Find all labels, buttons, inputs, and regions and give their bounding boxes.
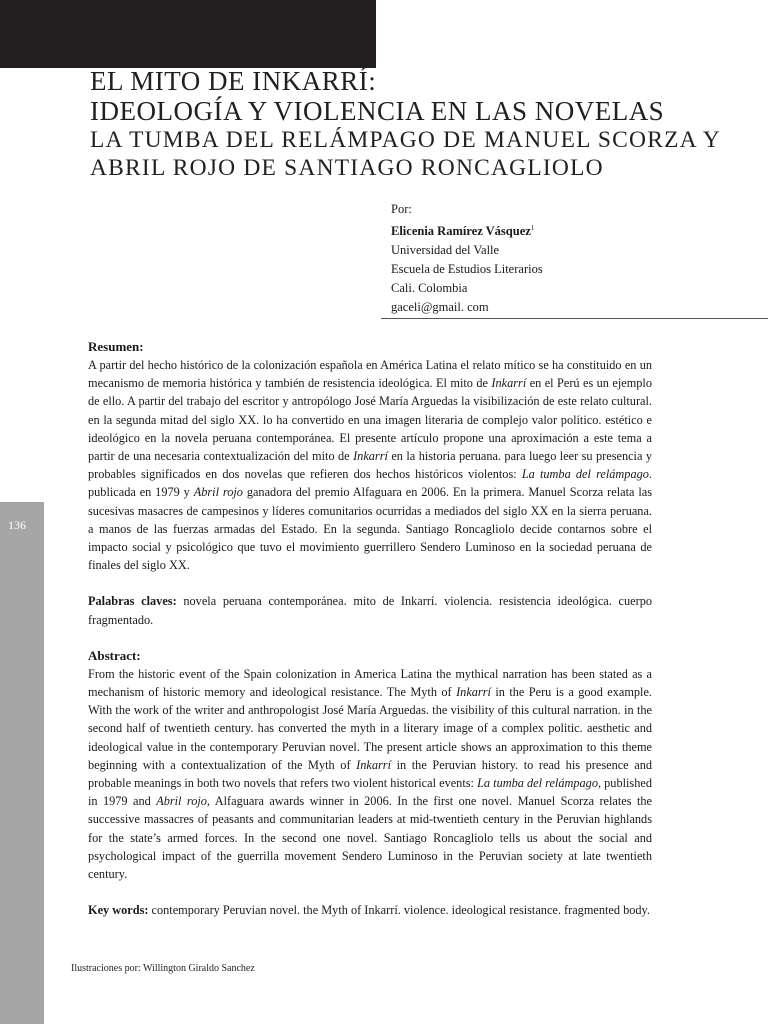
palabras-label: Palabras claves: (88, 594, 177, 609)
abstract-heading: Abstract: (88, 647, 141, 663)
author-footnote-mark: 1 (530, 224, 535, 232)
author-city: Cali. Colombia (391, 281, 468, 296)
page-number: 136 (8, 518, 26, 532)
author-name-line (391, 219, 543, 241)
author-name: Elicenia Ramírez Vásquez (391, 224, 531, 239)
key-words-label: Key words: (88, 903, 149, 918)
illustration-credits: Ilustraciones por: Willington Giraldo Sanchez (71, 963, 255, 974)
subtitle-line-1: LA TUMBA DEL RELÁMPAGO DE MANUEL SCORZA Y (90, 127, 721, 153)
subtitle-line-2: ABRIL ROJO DE SANTIAGO RONCAGLIOLO (90, 155, 604, 181)
author-university: Universidad del Valle (391, 243, 500, 258)
header-black-band (0, 0, 376, 68)
author-email[interactable]: gaceli@gmail. com (391, 300, 489, 315)
resumen-heading: Resumen: (88, 339, 144, 354)
key-words-text: contemporary Peruvian novel. the Myth of Inkarrí. violence. ideological resistance. fragmented body. (148, 903, 650, 918)
article-title (90, 66, 760, 182)
palabras-text: novela peruana contemporánea. mito de Inkarrí. violencia. resistencia ideológica. cuerpo fragmentado. (88, 594, 652, 627)
author-divider (381, 318, 768, 319)
palabras-claves (88, 592, 652, 628)
page-side-tab (0, 502, 44, 1024)
author-por: Por: (391, 202, 412, 216)
author-info (391, 200, 543, 317)
title-line-2: IDEOLOGÍA Y VIOLENCIA EN LAS NOVELAS (90, 96, 665, 126)
author-school: Escuela de Estudios Literarios (391, 262, 543, 277)
article-body (88, 338, 652, 919)
abstract-text: From the historic event of the Spain colonization in America Latina the mythical narration has been stated as a mechanism of historic memory and ideological resistance. The Myth of Inkarrí in the Peru is a good example. With the work of the writer and anthropologist José María Arguedas. the visibility of this cultural narration. in the second half of twentieth century. has converted the myth in a literary image of a complex politic. aesthetic and ideological value in the contemporary Peruvian novel. The present article shows an approximation to this theme beginning with a contextualization of the Myth of Inkarrí in the Peruvian history. to read his presence and probable meanings in both two novels that refers two violent historical events: La tumba del relámpago, published in 1979 and Abril rojo, Alfaguara awards winner in 2006. In the first one novel. Manuel Scorza relates the successive massacres of peasants and communitarian leaders at mid-twentieth century in the Peruvian highlands for the state’s armed forces. In the second one novel. Santiago Roncagliolo tells us about the social and psychological impact of the guerrilla movement Sendero Luminoso in the Peruvian society at late twentieth century. (88, 666, 652, 882)
key-words (88, 901, 652, 919)
title-line-1: EL MITO DE INKARRÍ: (90, 66, 377, 96)
resumen-text: A partir del hecho histórico de la colonización española en América Latina el relato mítico se ha constituido en un mecanismo de memoria histórica y también de resistencia ideológica. El mito de Inkarrí en el Perú es un ejemplo de ello. A partir del trabajo del escritor y antropólogo José María Arguedas la visibilización de este relato cultural. en la segunda mitad del siglo XX. lo ha convertido en una imagen literaria de complejo valor político. estético e ideológico en la novela peruana contemporánea. El presente artículo propone una aproximación a este tema a partir de una necesaria contextualización del mito de Inkarrí en la historia peruana. para luego leer su presencia y probables significados en dos novelas que refieren dos hechos históricos violentos: La tumba del relámpago. publicada en 1979 y Abril rojo ganadora del premio Alfaguara en 2006. En la primera. Manuel Scorza relata las sucesivas masacres de campesinos y líderes comunitarios ocurridas a mediados del siglo XX en la sierra peruana. a manos de las fuerzas armadas del Estado. En la segunda. Santiago Roncagliolo decide contarnos sobre el impacto social y psicológico que tuvo el movimiento guerrillero Sendero Luminoso en la sociedad peruana de finales del siglo XX. (88, 358, 652, 573)
